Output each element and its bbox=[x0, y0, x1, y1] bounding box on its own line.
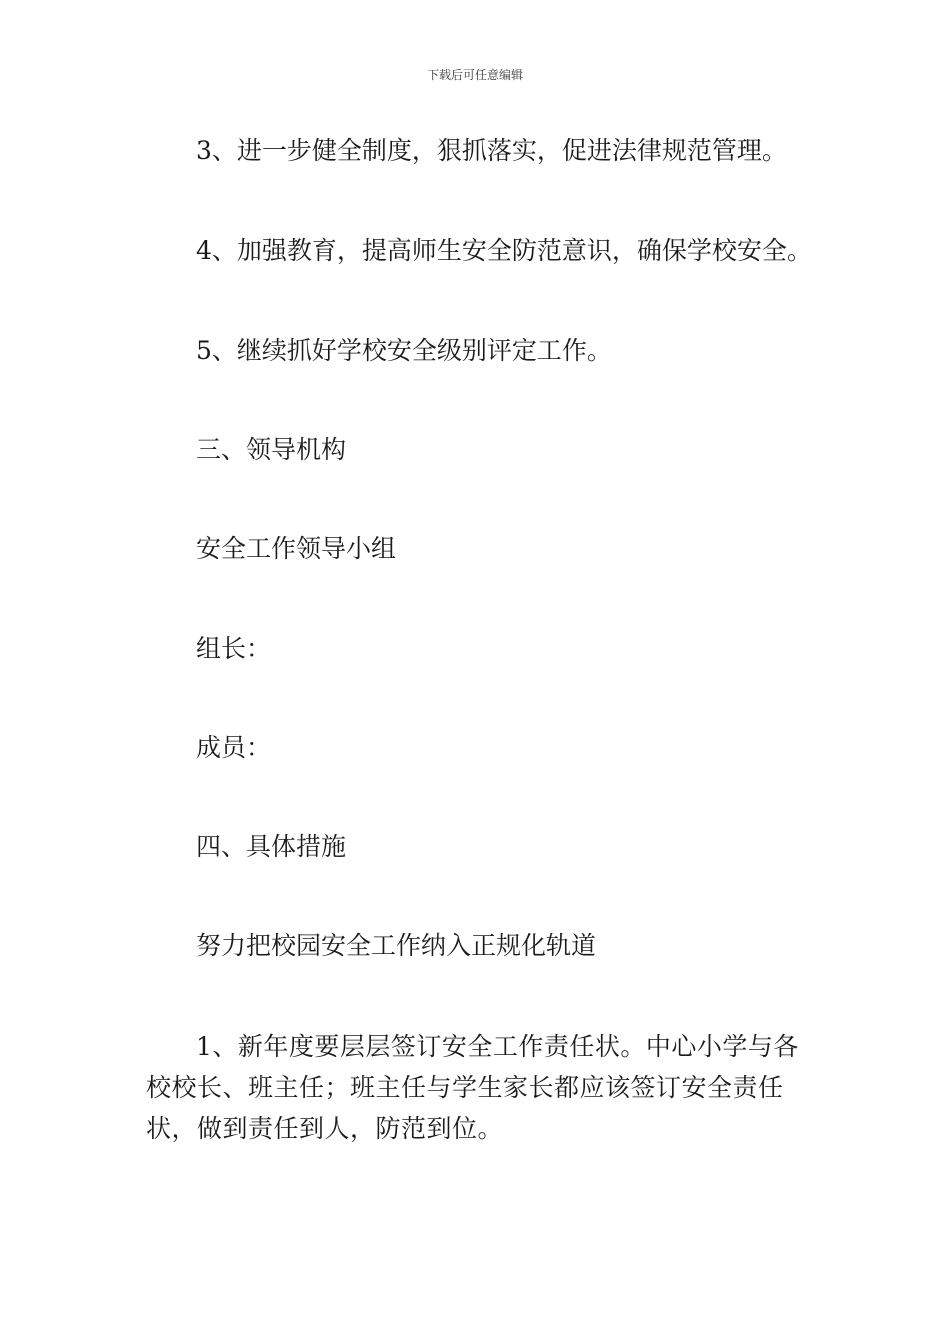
paragraph-line: 校校长、班主任；班主任与学生家长都应该签订安全责任 bbox=[146, 1073, 784, 1102]
group-members-label: 成员： bbox=[196, 733, 272, 762]
paragraph-item-4: 4、加强教育，提高师生安全防范意识，确保学校安全。 bbox=[196, 236, 812, 265]
paragraph-line: 状，做到责任到人，防范到位。 bbox=[146, 1114, 504, 1143]
paragraph-line: 1、新年度要层层签订安全工作责任状。中心小学与各 bbox=[196, 1032, 799, 1061]
section-heading-leadership: 三、领导机构 bbox=[196, 435, 347, 464]
paragraph-responsibility bbox=[146, 1026, 814, 1149]
paragraph-item-3: 3、进一步健全制度，狠抓落实，促进法律规范管理。 bbox=[196, 136, 787, 165]
group-leader-label: 组长： bbox=[196, 634, 272, 663]
section-heading-measures: 四、具体措施 bbox=[196, 832, 347, 861]
page-header-note: 下载后可任意编辑 bbox=[426, 68, 523, 82]
measures-intro: 努力把校园安全工作纳入正规化轨道 bbox=[196, 931, 597, 960]
paragraph-item-5: 5、继续抓好学校安全级别评定工作。 bbox=[196, 336, 612, 365]
subheading-safety-group: 安全工作领导小组 bbox=[196, 534, 397, 563]
